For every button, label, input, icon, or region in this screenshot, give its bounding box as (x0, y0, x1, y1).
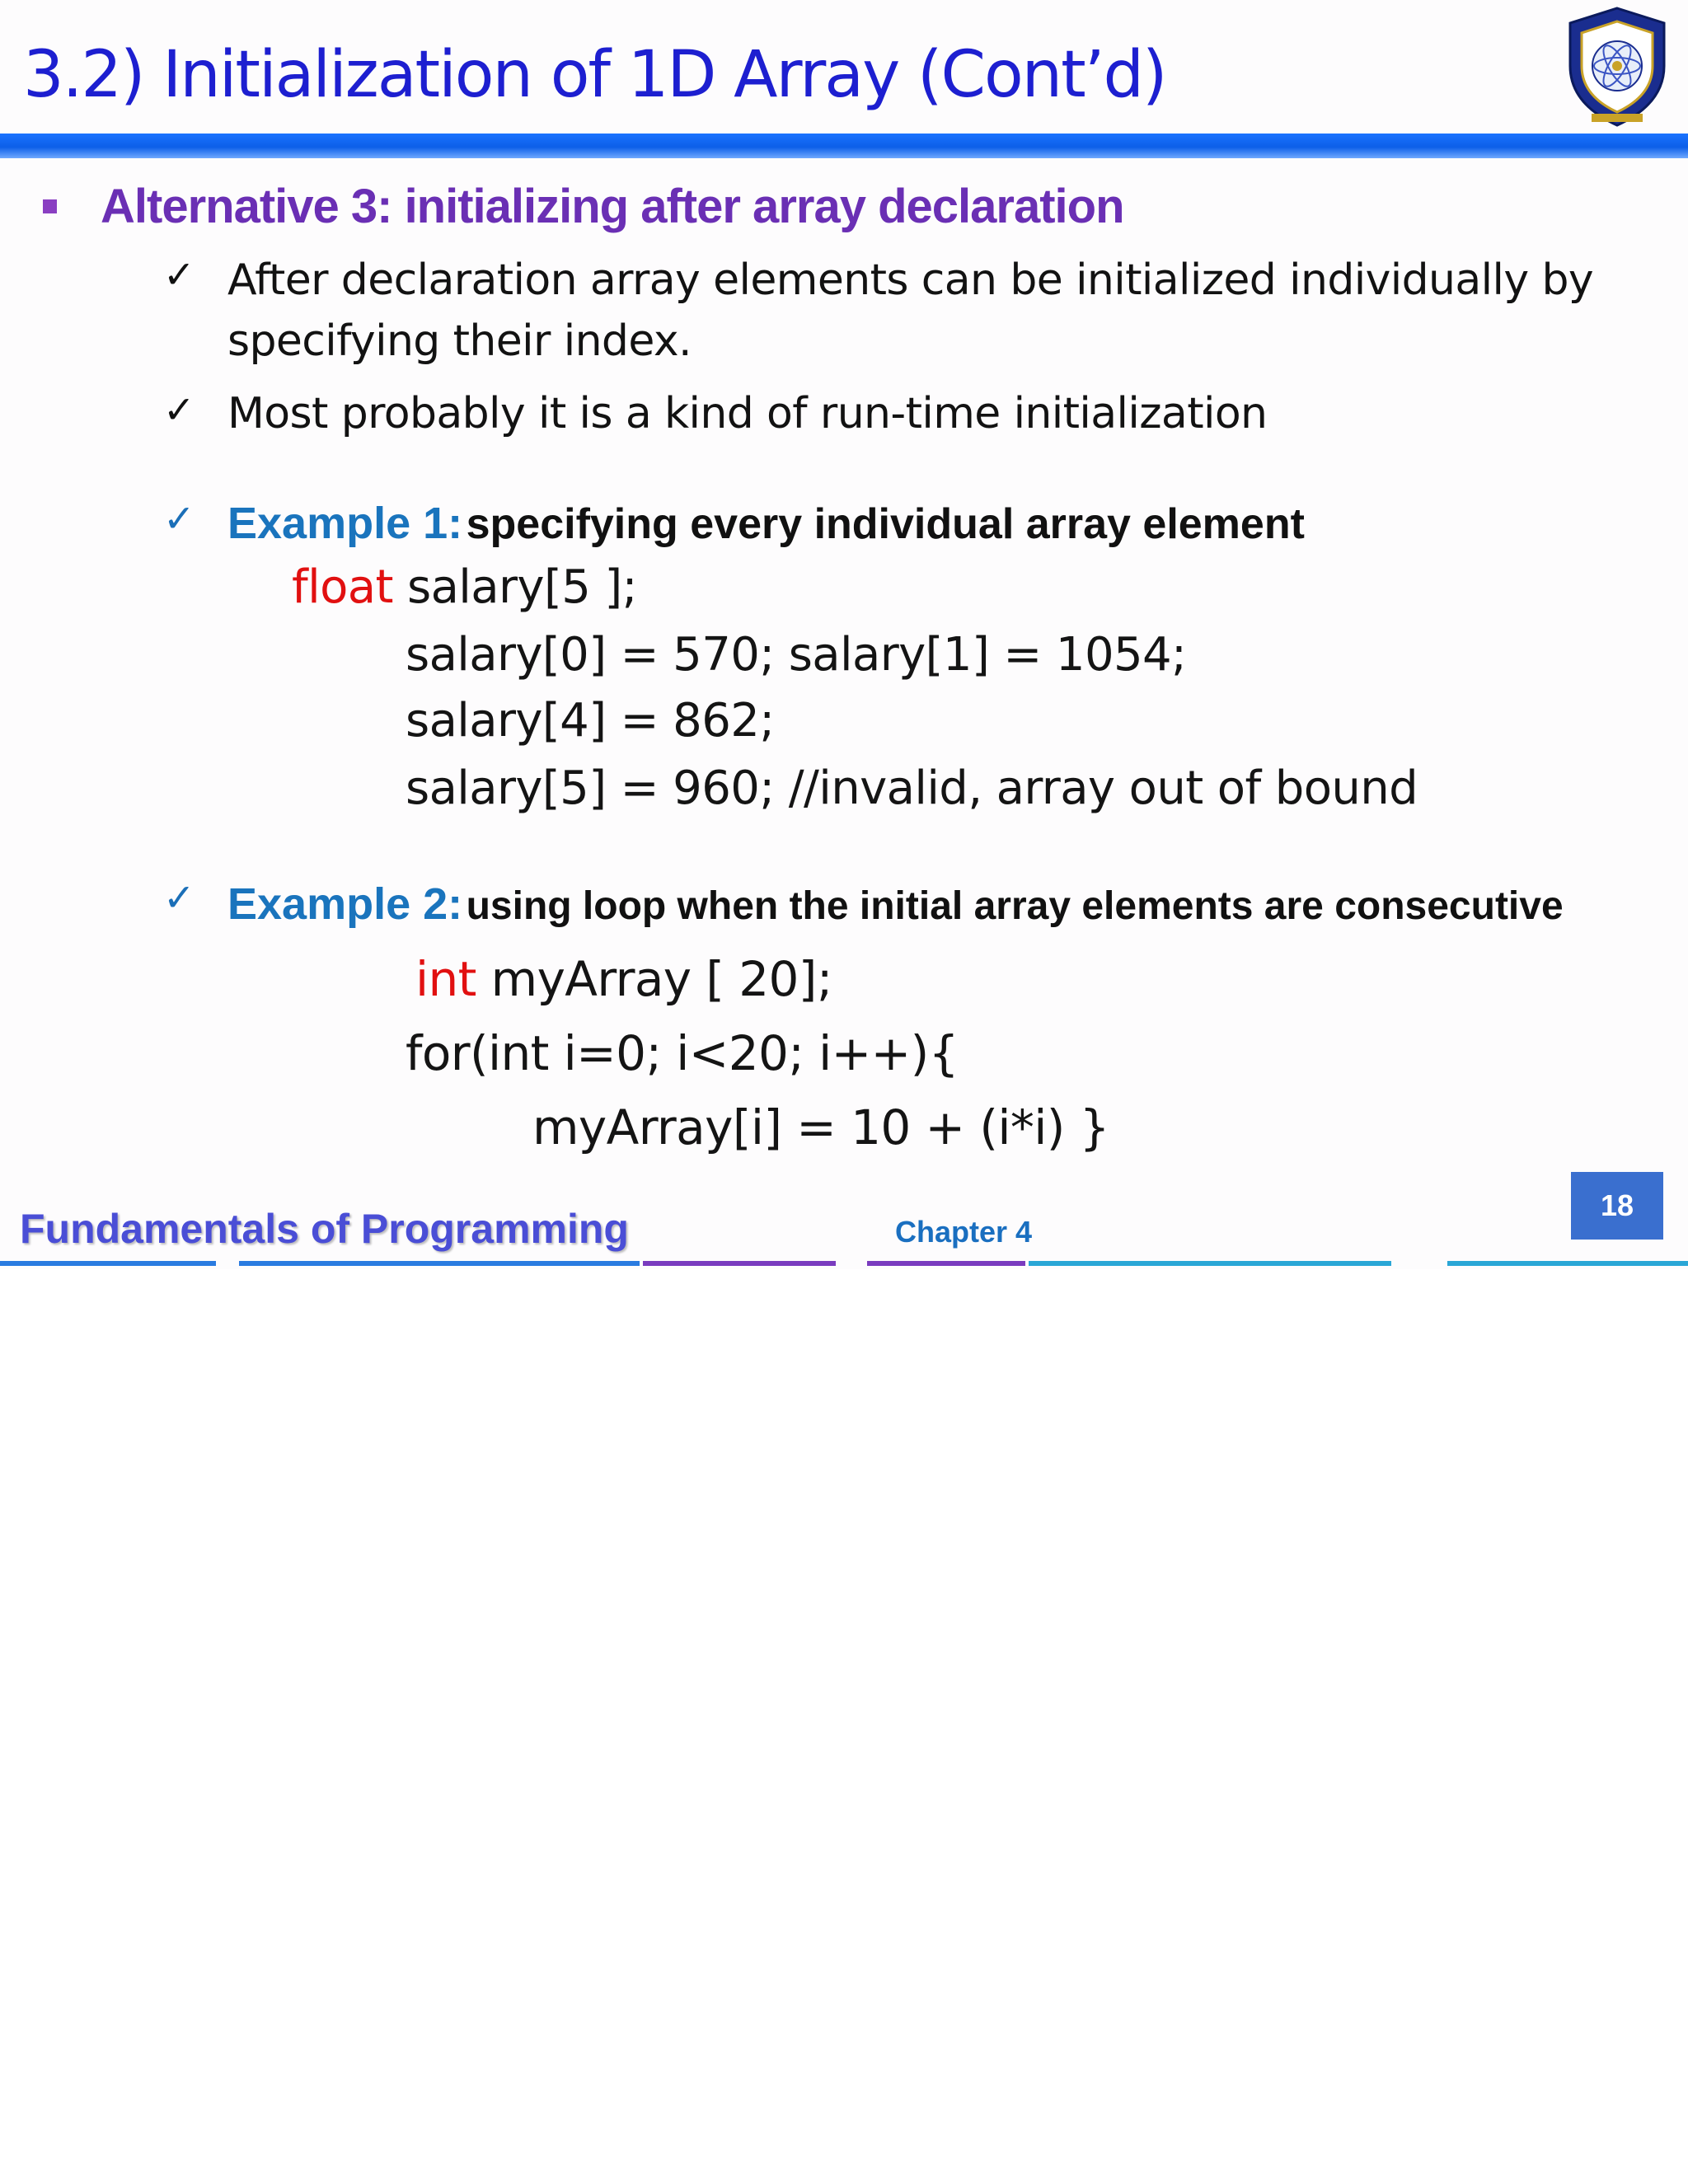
footer-divider (867, 1261, 1025, 1266)
example-2-heading (227, 879, 1564, 930)
title-underline-bar (0, 134, 1688, 158)
example-2-label: Example 2: (227, 879, 463, 929)
page-number-badge: 18 (1571, 1172, 1663, 1240)
code-line: salary[0] = 570; salary[1] = 1054; (406, 628, 1187, 682)
example-2-description: using loop when the initial array elements are consecutive (466, 884, 1564, 928)
code-loop-line: for(int i=0; i<20; i++){ (406, 1025, 959, 1081)
checkmark-icon: ✓ (163, 387, 195, 432)
code-line: salary[4] = 862; (406, 694, 775, 748)
footer-divider (643, 1261, 836, 1266)
checkmark-icon: ✓ (163, 496, 195, 541)
slide-title: 3.2) Initialization of 1D Array (Cont’d) (23, 38, 1166, 112)
footer-divider (1029, 1261, 1391, 1266)
footer-course-title: Fundamentals of Programming (20, 1206, 629, 1252)
point-1-line-2: specifying their index. (227, 316, 692, 366)
code-int-declaration (415, 951, 832, 1007)
declaration-rest: salary[5 ]; (392, 560, 637, 614)
declaration-rest: myArray [ 20]; (476, 951, 832, 1007)
footer-divider (0, 1261, 216, 1266)
footer-divider (1447, 1261, 1688, 1266)
checkmark-icon: ✓ (163, 875, 195, 920)
example-1-label: Example 1: (227, 499, 463, 548)
example-1-description: specifying every individual array element (466, 500, 1305, 548)
code-float-declaration (292, 560, 637, 614)
section-heading: Alternative 3: initializing after array declaration (101, 180, 1124, 233)
footer-divider (239, 1261, 640, 1266)
checkmark-icon: ✓ (163, 252, 195, 297)
square-bullet-icon (43, 199, 57, 213)
code-line: salary[5] = 960; //invalid, array out of bound (406, 762, 1418, 815)
keyword-int: int (415, 951, 476, 1007)
keyword-float: float (292, 560, 393, 614)
point-1-line-1: After declaration array elements can be initialized individually by (227, 255, 1594, 305)
example-1-heading (227, 498, 1305, 549)
university-logo (1562, 5, 1672, 129)
footer-chapter: Chapter 4 (895, 1215, 1033, 1249)
code-loop-body: myArray[i] = 10 + (i*i) } (532, 1099, 1109, 1155)
point-2-line-1: Most probably it is a kind of run-time initialization (227, 389, 1268, 438)
